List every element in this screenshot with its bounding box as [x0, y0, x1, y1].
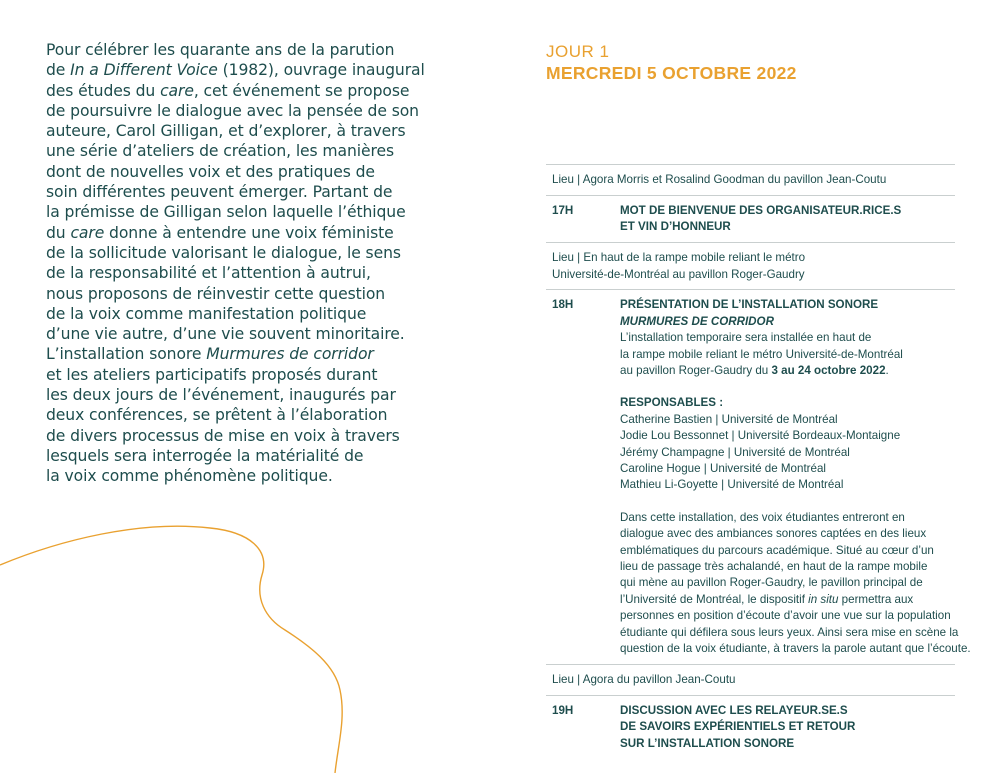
event-time: 17H	[552, 203, 574, 217]
intro-text: auteure, Carol Gilligan, et d’explorer, à travers	[46, 122, 406, 141]
event-subtitle: MURMURES DE CORRIDOR	[620, 314, 774, 328]
description-line: lieu de passage très achalandé, en haut de la rampe mobile	[620, 560, 928, 573]
intro-line	[46, 385, 466, 405]
intro-text: deux conférences, se prêtent à l’élaboration	[46, 406, 388, 425]
intro-line	[46, 243, 466, 263]
intro-line	[46, 466, 466, 486]
event-desc-line: la rampe mobile reliant le métro Université-de-Montréal	[620, 347, 903, 361]
responsables-heading: RESPONSABLES :	[620, 396, 724, 410]
venue-text: Université-de-Montréal au pavillon Roger-Gaudry	[552, 267, 805, 281]
intro-line	[46, 101, 466, 121]
event-row-19h	[546, 695, 955, 759]
intro-text: la voix comme phénomène politique.	[46, 467, 333, 486]
program-schedule	[546, 164, 971, 759]
intro-text: et les ateliers participatifs proposés durant	[46, 365, 378, 384]
intro-text: d’une vie autre, d’une vie souvent minoritaire.	[46, 325, 405, 344]
intro-text: de la voix comme manifestation politique	[46, 304, 367, 323]
desc-italic: in situ	[808, 592, 839, 606]
desc-text: .	[885, 363, 889, 377]
intro-text: de divers processus de mise en voix à travers	[46, 426, 400, 445]
intro-line	[46, 223, 466, 243]
intro-line	[46, 284, 466, 304]
intro-text: soin différentes peuvent émerger. Partant de	[46, 183, 393, 202]
event-row-18h	[546, 289, 971, 664]
intro-text: lesquels sera interrogée la matérialité de	[46, 446, 364, 465]
intro-text: dont de nouvelles voix et des pratiques de	[46, 162, 375, 181]
intro-line	[46, 182, 466, 202]
description-line: Dans cette installation, des voix étudiantes entreront en	[620, 510, 905, 524]
responsable-item: Catherine Bastien | Université de Montréal	[620, 412, 838, 426]
intro-line	[46, 365, 466, 385]
description-line: étudiante qui défilera sous leurs yeux. Ainsi sera mise en scène la	[620, 625, 959, 639]
intro-text: du	[46, 223, 71, 242]
intro-line	[46, 324, 466, 344]
event-dates: 3 au 24 octobre 2022	[771, 363, 886, 377]
intro-line	[46, 304, 466, 324]
intro-italic: care	[160, 81, 194, 100]
intro-italic: Murmures de corridor	[206, 345, 374, 364]
intro-line	[46, 81, 466, 101]
desc-text: l’Université de Montréal, le dispositif	[620, 592, 809, 606]
venue-text: Lieu | En haut de la rampe mobile reliant le métro	[552, 251, 806, 265]
responsable-item: Jodie Lou Bessonnet | Université Bordeaux-Montaigne	[620, 429, 901, 443]
intro-text: L’installation sonore	[46, 345, 207, 364]
intro-line	[46, 162, 466, 182]
description-line: emblématiques du parcours académique. Situé au cœur d’un	[620, 543, 934, 557]
intro-text: de la responsabilité et l’attention à autrui,	[46, 264, 371, 283]
intro-text: donne à entendre une voix féministe	[104, 223, 394, 242]
event-title-line: DISCUSSION AVEC LES RELAYEUR.SE.S	[620, 703, 848, 717]
intro-text: de poursuivre le dialogue avec la pensée de son	[46, 101, 419, 120]
venue-row	[546, 164, 955, 195]
intro-line	[46, 344, 466, 364]
intro-text: Pour célébrer les quarante ans de la parution	[46, 41, 395, 59]
intro-text: de	[46, 61, 71, 80]
intro-line	[46, 60, 466, 80]
event-title-line: SUR L’INSTALLATION SONORE	[620, 736, 795, 750]
event-title: PRÉSENTATION DE L’INSTALLATION SONORE	[620, 298, 879, 312]
intro-text: des études du	[46, 81, 161, 100]
event-desc-line: L’installation temporaire sera installée en haut de	[620, 331, 872, 345]
venue-row	[546, 242, 955, 289]
intro-line	[46, 141, 466, 161]
event-row-17h	[546, 195, 955, 243]
intro-line	[46, 121, 466, 141]
intro-italic: care	[70, 223, 105, 242]
event-title-line: ET VIN D’HONNEUR	[620, 219, 731, 233]
day-date: MERCREDI 5 OCTOBRE 2022	[546, 63, 797, 83]
intro-text: la prémisse de Gilligan selon laquelle l’éthique	[46, 203, 406, 222]
intro-text: , cet événement se propose	[193, 81, 410, 100]
event-title-line: DE SAVOIRS EXPÉRIENTIELS ET RETOUR	[620, 720, 856, 734]
intro-line	[46, 263, 466, 283]
intro-line	[46, 40, 466, 60]
responsable-item: Caroline Hogue | Université de Montréal	[620, 461, 827, 475]
event-title-line: MOT DE BIENVENUE DES ORGANISATEUR.RICE.S	[620, 203, 902, 217]
intro-text: une série d’ateliers de création, les manières	[46, 142, 394, 161]
description-line: question de la voix étudiante, à travers la parole autant que l’écoute.	[620, 642, 971, 656]
intro-line	[46, 446, 466, 466]
venue-text: Lieu | Agora Morris et Rosalind Goodman du pavillon Jean-Coutu	[552, 173, 887, 186]
event-time: 19H	[552, 703, 574, 717]
desc-text: permettra aux	[838, 592, 914, 606]
intro-text: de la sollicitude valorisant le dialogue, le sens	[46, 243, 401, 262]
responsable-item: Jérémy Champagne | Université de Montréal	[620, 445, 850, 459]
event-desc-line	[620, 363, 971, 379]
intro-text: nous proposons de réinvestir cette question	[46, 284, 386, 303]
day-heading	[546, 42, 797, 84]
venue-row	[546, 664, 955, 695]
intro-line	[46, 405, 466, 425]
responsable-item: Mathieu Li-Goyette | Université de Montréal	[620, 478, 844, 492]
event-time: 18H	[552, 298, 574, 312]
intro-text: les deux jours de l’événement, inaugurés par	[46, 386, 396, 405]
description-line: dialogue avec des ambiances sonores captées en des lieux	[620, 527, 927, 541]
intro-line	[46, 202, 466, 222]
description-line: personnes en position d’écoute d’avoir une vue sur la population	[620, 609, 951, 623]
description-line	[620, 592, 971, 608]
venue-text: Lieu | Agora du pavillon Jean-Coutu	[552, 673, 736, 687]
intro-text: (1982), ouvrage inaugural	[217, 61, 425, 80]
intro-italic: In a Different Voice	[70, 61, 218, 80]
intro-paragraph	[46, 40, 466, 487]
day-label: JOUR 1	[546, 42, 610, 61]
desc-text: au pavillon Roger-Gaudry du	[620, 363, 772, 377]
description-line: qui mène au pavillon Roger-Gaudry, le pavillon principal de	[620, 576, 923, 590]
intro-line	[46, 426, 466, 446]
